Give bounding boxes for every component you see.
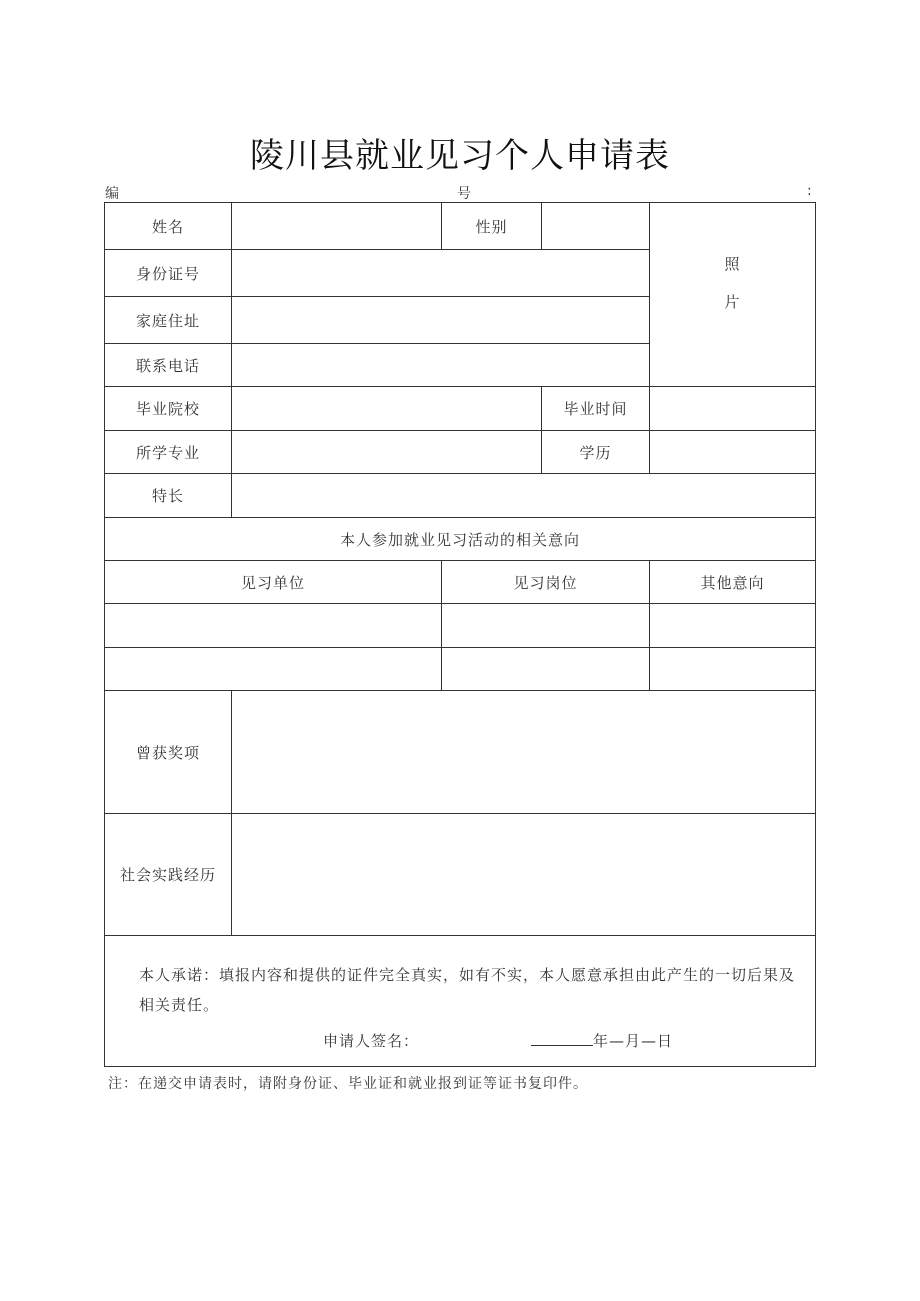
photo-box[interactable] — [650, 203, 816, 387]
intent-unit-input-1[interactable] — [105, 604, 442, 648]
signature-line — [139, 1030, 803, 1051]
intent-other-input-1[interactable] — [650, 604, 816, 648]
footnote: 注：在递交申请表时，请附身份证、毕业证和就业报到证等证书复印件。 — [108, 1076, 588, 1092]
photo-label-2: 片 — [724, 292, 741, 311]
photo-label-1: 照 — [724, 254, 741, 273]
education-label: 学历 — [542, 431, 650, 474]
experience-label: 社会实践经历 — [105, 814, 232, 936]
serial-label-char2: 号 — [457, 186, 471, 202]
specialty-input[interactable] — [232, 474, 816, 518]
grad-time-label: 毕业时间 — [542, 387, 650, 431]
specialty-label: 特长 — [105, 474, 232, 518]
address-input[interactable] — [232, 297, 650, 344]
id-number-input[interactable] — [232, 250, 650, 297]
intent-post-input-2[interactable] — [442, 648, 650, 691]
gender-label: 性别 — [442, 203, 542, 250]
phone-label: 联系电话 — [105, 344, 232, 387]
pledge-text: 本人承诺：填报内容和提供的证件完全真实，如有不实，本人愿意承担由此产生的一切后果及相关责任。 — [139, 966, 796, 1014]
address-label: 家庭住址 — [105, 297, 232, 344]
form-title: 陵川县就业见习个人申请表 — [250, 136, 670, 176]
id-number-label: 身份证号 — [105, 250, 232, 297]
school-input[interactable] — [232, 387, 542, 431]
intent-post-header: 见习岗位 — [442, 561, 650, 604]
awards-input[interactable] — [232, 691, 816, 814]
intent-other-header: 其他意向 — [650, 561, 816, 604]
experience-input[interactable] — [232, 814, 816, 936]
gender-input[interactable] — [542, 203, 650, 250]
school-label: 毕业院校 — [105, 387, 232, 431]
major-label: 所学专业 — [105, 431, 232, 474]
pledge-section — [105, 936, 816, 1067]
intent-heading: 本人参加就业见习活动的相关意向 — [105, 518, 816, 561]
intent-unit-header: 见习单位 — [105, 561, 442, 604]
serial-colon: : — [807, 183, 812, 199]
signature-label: 申请人签名： — [323, 1032, 420, 1050]
intent-unit-input-2[interactable] — [105, 648, 442, 691]
name-label: 姓名 — [105, 203, 232, 250]
grad-time-input[interactable] — [650, 387, 816, 431]
application-form-table — [104, 202, 816, 1067]
serial-label-char1: 编 — [105, 186, 119, 202]
awards-label: 曾获奖项 — [105, 691, 232, 814]
phone-input[interactable] — [232, 344, 650, 387]
intent-post-input-1[interactable] — [442, 604, 650, 648]
date-suffix: 年—月—日 — [593, 1032, 674, 1050]
signature-date-blank[interactable] — [531, 1031, 593, 1046]
intent-other-input-2[interactable] — [650, 648, 816, 691]
serial-number-row — [105, 183, 815, 201]
name-input[interactable] — [232, 203, 442, 250]
education-input[interactable] — [650, 431, 816, 474]
major-input[interactable] — [232, 431, 542, 474]
